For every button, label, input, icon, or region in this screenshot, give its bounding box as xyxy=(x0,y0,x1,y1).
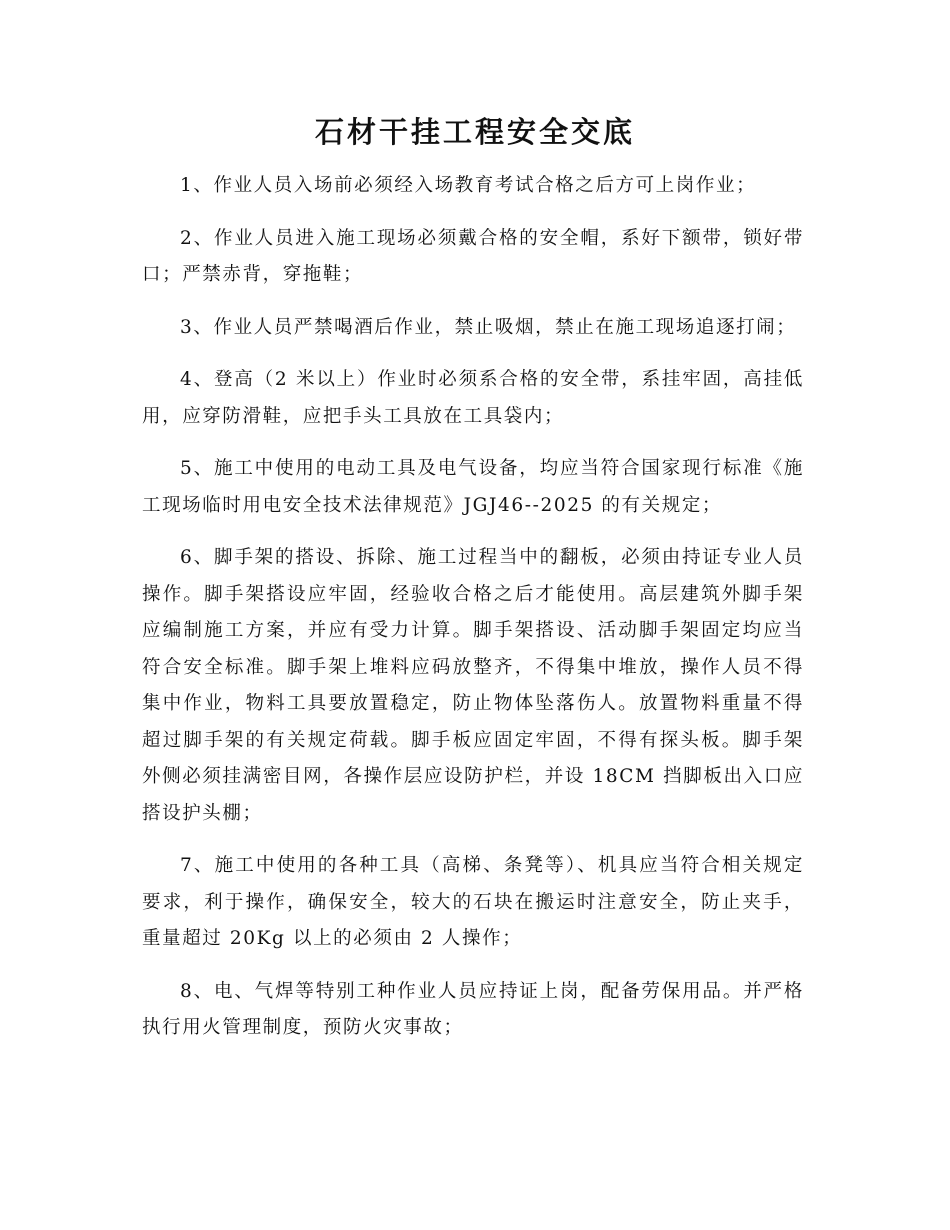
paragraph-5: 5、施工中使用的电动工具及电气设备，均应当符合国家现行标准《施工现场临时用电安全技术法律规范》JGJ46--2025 的有关规定； xyxy=(142,458,804,516)
paragraph-6: 6、脚手架的搭设、拆除、施工过程当中的翻板，必须由持证专业人员操作。脚手架搭设应牢固，经验收合格之后才能使用。高层建筑外脚手架应编制施工方案，并应有受力计算。脚手架搭设、活动脚手架固定均应当符合安全标准。脚手架上堆料应码放整齐，不得集中堆放，操作人员不得集中作业，物料工具要放置稳定，防止物体坠落伤人。放置物料重量不得超过脚手架的有关规定荷载。脚手板应固定牢固，不得有探头板。脚手架外侧必须挂满密目网，各操作层应设防护栏，并设 18CM 挡脚板出入口应搭设护头棚； xyxy=(142,547,804,824)
paragraph-7: 7、施工中使用的各种工具（高梯、条凳等）、机具应当符合相关规定要求，利于操作，确保安全，较大的石块在搬运时注意安全，防止夹手，重量超过 20Kg 以上的必须由 2 人操作； xyxy=(142,855,804,949)
paragraph-4: 4、登高（2 米以上）作业时必须系合格的安全带，系挂牢固，高挂低用，应穿防滑鞋，应把手头工具放在工具袋内； xyxy=(142,369,804,427)
paragraph-8: 8、电、气焊等特别工种作业人员应持证上岗，配备劳保用品。并严格执行用火管理制度，预防火灾事故； xyxy=(142,980,804,1038)
paragraph-1: 1、作业人员入场前必须经入场教育考试合格之后方可上岗作业； xyxy=(180,175,757,196)
document-body xyxy=(142,168,804,1063)
document-title: 石材干挂工程安全交底 xyxy=(314,115,635,149)
paragraph-2: 2、作业人员进入施工现场必须戴合格的安全帽，系好下额带，锁好带口；严禁赤背，穿拖鞋； xyxy=(142,227,804,285)
paragraph-3: 3、作业人员严禁喝酒后作业，禁止吸烟，禁止在施工现场追逐打闹； xyxy=(180,316,797,338)
